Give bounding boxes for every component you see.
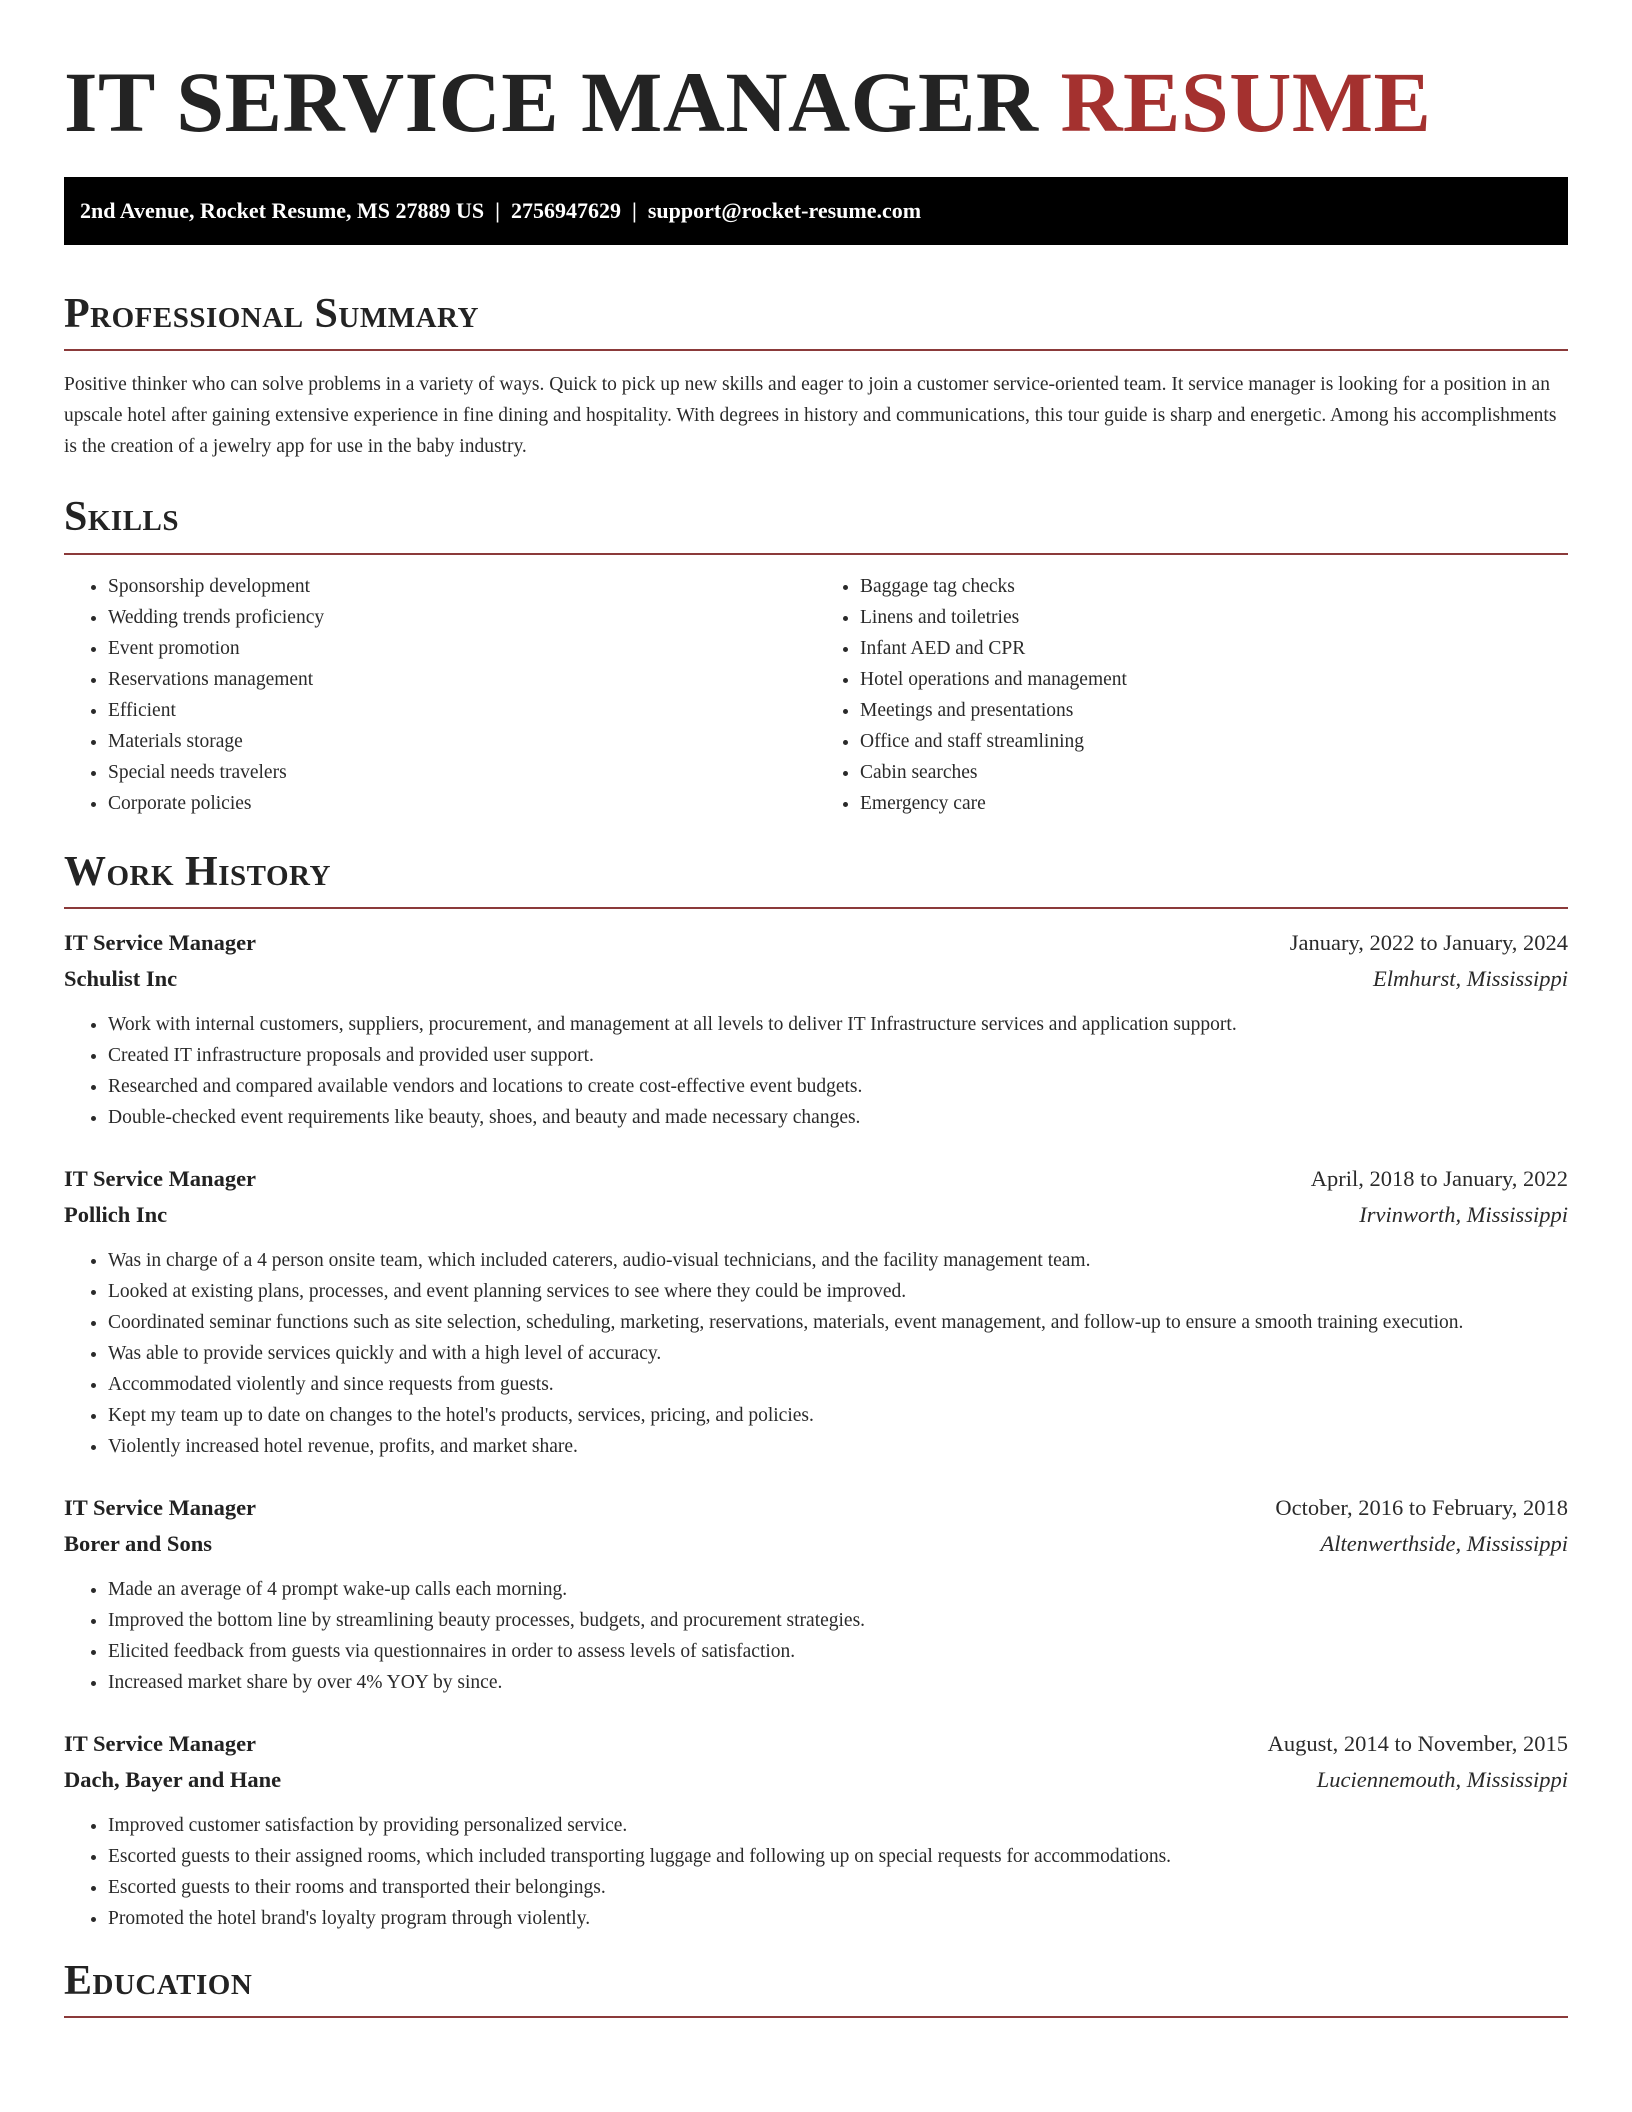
skill-item: • Efficient	[108, 695, 816, 726]
title-accent: RESUME	[1060, 54, 1432, 150]
skills-heading: Skills	[64, 494, 180, 541]
job-bullet: • Elicited feedback from guests via questionnaires in order to assess levels of satisfaction.	[108, 1636, 1568, 1667]
job-bullets	[64, 1009, 1568, 1133]
skill-item: • Meetings and presentations	[860, 695, 1568, 726]
job-bullet: • Increased market share by over 4% YOY by since.	[108, 1667, 1568, 1698]
job-company-row	[64, 1762, 1568, 1798]
skill-item: • Sponsorship development	[108, 571, 816, 602]
skill-item: • Cabin searches	[860, 757, 1568, 788]
job-company: Dach, Bayer and Hane	[64, 1767, 282, 1793]
skills-list-right	[816, 571, 1568, 819]
job-location: Luciennemouth, Mississippi	[1316, 1767, 1568, 1793]
job-dates: April, 2018 to January, 2022	[1310, 1166, 1568, 1192]
work-history-heading: Work History	[64, 848, 331, 895]
skill-item: • Event promotion	[108, 633, 816, 664]
job-bullet: • Made an average of 4 prompt wake-up calls each morning.	[108, 1574, 1568, 1605]
education-section	[64, 1956, 1568, 2018]
job-bullet: • Improved the bottom line by streamlining beauty processes, budgets, and procurement strategies.	[108, 1605, 1568, 1636]
skill-item: • Corporate policies	[108, 788, 816, 819]
job-entry	[64, 1161, 1568, 1462]
job-title-row	[64, 925, 1568, 961]
skills-list-left	[64, 571, 816, 819]
job-entry	[64, 1490, 1568, 1698]
skill-item: • Baggage tag checks	[860, 571, 1568, 602]
title-main: IT SERVICE MANAGER	[64, 54, 1039, 150]
job-title: IT Service Manager	[64, 1166, 257, 1192]
job-location: Elmhurst, Mississippi	[1372, 966, 1568, 992]
skill-item: • Materials storage	[108, 726, 816, 757]
contact-info: 2nd Avenue, Rocket Resume, MS 27889 US | 2756947629 | support@rocket-resume.com	[80, 197, 922, 223]
job-bullet: • Was able to provide services quickly and with a high level of accuracy.	[108, 1338, 1568, 1369]
work-history-divider	[64, 907, 1568, 909]
job-bullets	[64, 1245, 1568, 1462]
job-bullet: • Was in charge of a 4 person onsite team, which included caterers, audio-visual technicians, and the facility management team.	[108, 1245, 1568, 1276]
job-bullet: • Coordinated seminar functions such as site selection, scheduling, marketing, reservations, materials, event management, and follow-up to ensure a smooth training execution.	[108, 1307, 1568, 1338]
skill-item: • Infant AED and CPR	[860, 633, 1568, 664]
job-bullets	[64, 1810, 1568, 1934]
job-title: IT Service Manager	[64, 1495, 257, 1521]
skill-item: • Wedding trends proficiency	[108, 602, 816, 633]
work-history-section	[64, 847, 1568, 1934]
job-location: Altenwerthside, Mississippi	[1320, 1531, 1568, 1557]
job-company: Pollich Inc	[64, 1202, 168, 1228]
job-dates: August, 2014 to November, 2015	[1267, 1731, 1568, 1757]
skills-grid	[64, 571, 1568, 819]
job-title: IT Service Manager	[64, 930, 257, 956]
job-bullet: • Improved customer satisfaction by providing personalized service.	[108, 1810, 1568, 1841]
resume-title	[64, 56, 1568, 149]
job-company: Borer and Sons	[64, 1531, 212, 1557]
job-bullet: • Accommodated violently and since requests from guests.	[108, 1369, 1568, 1400]
job-bullet: • Promoted the hotel brand's loyalty program through violently.	[108, 1903, 1568, 1934]
job-bullet: • Work with internal customers, suppliers, procurement, and management at all levels to deliver IT Infrastructure services and application support.	[108, 1009, 1568, 1040]
job-company-row	[64, 961, 1568, 997]
job-bullet: • Kept my team up to date on changes to the hotel's products, services, pricing, and policies.	[108, 1400, 1568, 1431]
skill-item: • Hotel operations and management	[860, 664, 1568, 695]
summary-text: Positive thinker who can solve problems in a variety of ways. Quick to pick up new skills and eager to join a customer service-oriented team. It service manager is looking for a position in an upscale hotel after gaining extensive experience in fine dining and hospitality. With degrees in history and communications, this tour guide is sharp and energetic. Among his accomplishments is the creation of a jewelry app for use in the baby industry.	[64, 374, 1557, 458]
job-title: IT Service Manager	[64, 1731, 257, 1757]
summary-section	[64, 289, 1568, 462]
summary-heading: Professional Summary	[64, 290, 479, 337]
job-location: Irvinworth, Mississippi	[1359, 1202, 1568, 1228]
job-title-row	[64, 1726, 1568, 1762]
education-divider	[64, 2016, 1568, 2018]
job-bullet: • Escorted guests to their rooms and transported their belongings.	[108, 1872, 1568, 1903]
job-bullet: • Created IT infrastructure proposals and provided user support.	[108, 1040, 1568, 1071]
job-bullets	[64, 1574, 1568, 1698]
skill-item: • Office and staff streamlining	[860, 726, 1568, 757]
skills-section	[64, 492, 1568, 818]
job-company-row	[64, 1526, 1568, 1562]
job-bullet: • Double-checked event requirements like beauty, shoes, and beauty and made necessary changes.	[108, 1102, 1568, 1133]
job-company: Schulist Inc	[64, 966, 178, 992]
job-bullet: • Violently increased hotel revenue, profits, and market share.	[108, 1431, 1568, 1462]
skill-item: • Linens and toiletries	[860, 602, 1568, 633]
skill-item: • Special needs travelers	[108, 757, 816, 788]
job-dates: October, 2016 to February, 2018	[1275, 1495, 1568, 1521]
job-title-row	[64, 1490, 1568, 1526]
job-bullet: • Looked at existing plans, processes, and event planning services to see where they could be improved.	[108, 1276, 1568, 1307]
skill-item: • Emergency care	[860, 788, 1568, 819]
job-entry	[64, 1726, 1568, 1934]
job-company-row	[64, 1197, 1568, 1233]
skills-divider	[64, 553, 1568, 555]
skill-item: • Reservations management	[108, 664, 816, 695]
job-entry	[64, 925, 1568, 1133]
job-dates: January, 2022 to January, 2024	[1289, 930, 1568, 956]
job-title-row	[64, 1161, 1568, 1197]
education-heading: Education	[64, 1958, 253, 2005]
job-bullet: • Escorted guests to their assigned rooms, which included transporting luggage and following up on special requests for accommodations.	[108, 1841, 1568, 1872]
contact-bar	[64, 177, 1568, 245]
job-bullet: • Researched and compared available vendors and locations to create cost-effective event budgets.	[108, 1071, 1568, 1102]
summary-divider	[64, 349, 1568, 351]
